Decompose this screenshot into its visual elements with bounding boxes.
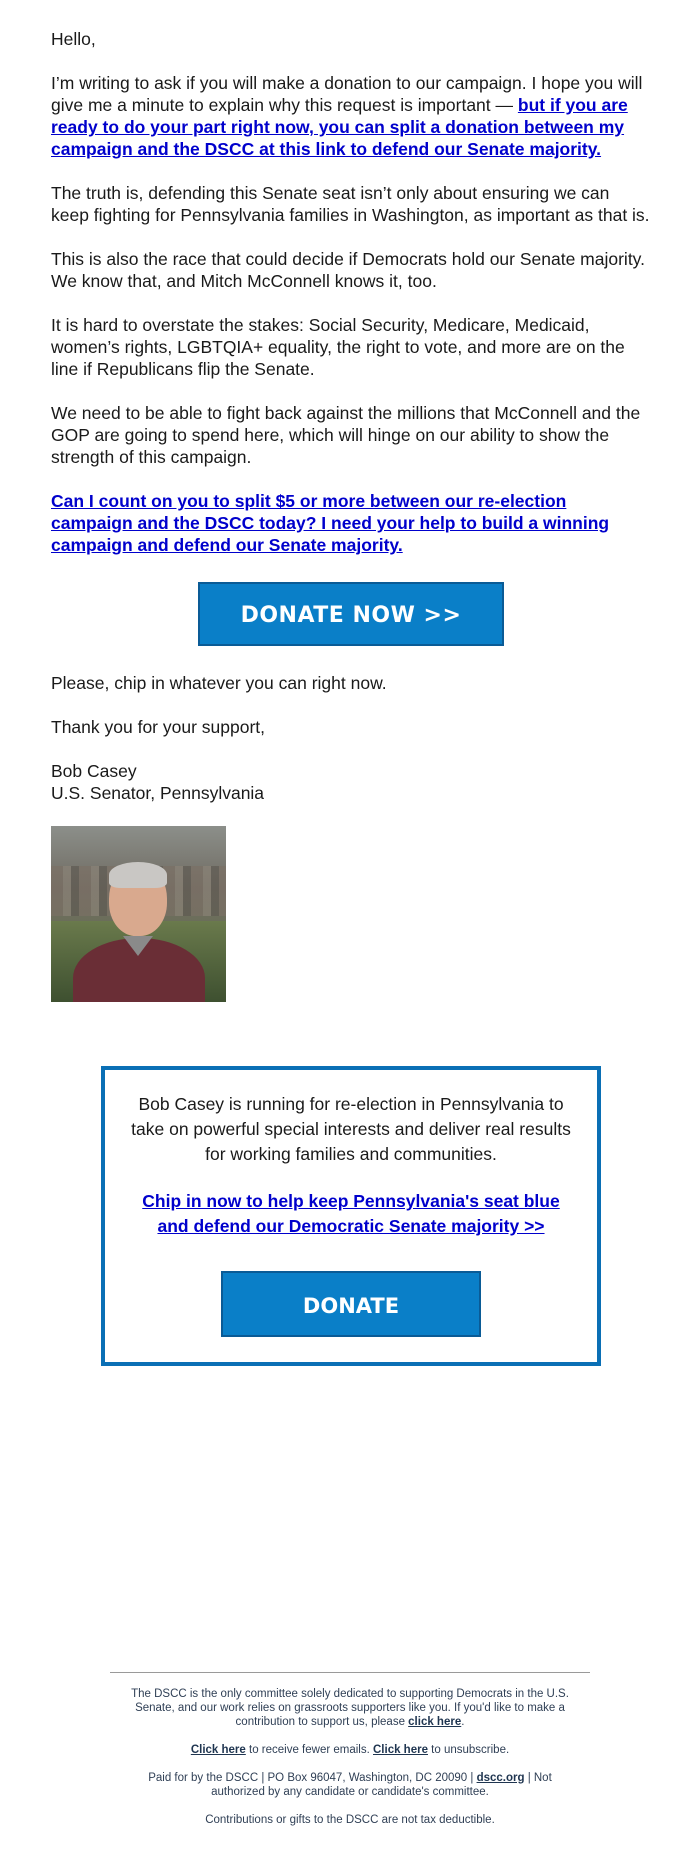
- intro-paragraph: [51, 72, 651, 160]
- cta-paragraph: [51, 490, 651, 556]
- signature-title: U.S. Senator, Pennsylvania: [51, 783, 265, 803]
- paragraph-thanks: Thank you for your support,: [51, 717, 265, 737]
- unsubscribe-text: to unsubscribe.: [427, 1744, 510, 1756]
- donate-now-button[interactable]: DONATE NOW >>: [198, 582, 504, 646]
- signature-name: Bob Casey: [51, 761, 137, 781]
- senator-photo: [51, 826, 226, 1002]
- paragraph-stakes: It is hard to overstate the stakes: Social Security, Medicare, Medicaid, women’s rights, LGBTQIA+ equality, the right to vote, and more are on the line if Republicans flip the Senate.: [51, 315, 625, 379]
- split-donation-link[interactable]: but if you are ready to do your part right now, you can split a donation between my campaign and the DSCC at this link to defend our Senate majority.: [51, 95, 628, 159]
- footer-about-end: .: [461, 1716, 465, 1728]
- unsubscribe-link[interactable]: Click here: [373, 1744, 428, 1756]
- paid-for-text: Paid for by the DSCC | PO Box 96047, Washington, DC 20090 |: [148, 1772, 477, 1784]
- donate-button[interactable]: DONATE: [221, 1271, 481, 1337]
- callout-text: Bob Casey is running for re-election in Pennsylvania to take on powerful special interests and deliver real results for working families and communities.: [131, 1094, 571, 1164]
- dscc-link[interactable]: dscc.org: [476, 1772, 525, 1784]
- donate-callout-box: [101, 1066, 601, 1366]
- footer-email-prefs: [120, 1743, 580, 1757]
- fewer-emails-text: to receive fewer emails.: [245, 1744, 373, 1756]
- email-body: [51, 28, 651, 1002]
- paragraph-fight-back: We need to be able to fight back against the millions that McConnell and the GOP are going to spend here, which will hinge on our ability to show the strength of this campaign.: [51, 403, 641, 467]
- callout-paragraph: [131, 1189, 571, 1239]
- chip-in-now-link[interactable]: Chip in now to help keep Pennsylvania's seat blue and defend our Democratic Senate majority >>: [142, 1191, 560, 1236]
- paragraph-race: This is also the race that could decide if Democrats hold our Senate majority. We know that, and Mitch McConnell knows it, too.: [51, 249, 645, 291]
- paragraph-truth: The truth is, defending this Senate seat isn’t only about ensuring we can keep fighting for Pennsylvania families in Washington, as important as that is.: [51, 183, 650, 225]
- fewer-emails-link[interactable]: Click here: [190, 1744, 246, 1756]
- paid-for-end: | Not authorized by any candidate or candidate's committee.: [211, 1772, 552, 1798]
- footer-about-text: The DSCC is the only committee solely dedicated to supporting Democrats in the U.S. Senate, and our work relies on grassroots supporters like you. If you'd like to make a contribution to support us, please: [131, 1688, 569, 1728]
- paragraph-chip-in: Please, chip in whatever you can right now.: [51, 673, 387, 693]
- footer: [110, 1672, 590, 1827]
- footer-paid-for: [120, 1771, 580, 1799]
- contribute-link[interactable]: click here: [408, 1716, 462, 1728]
- greeting: Hello,: [51, 29, 96, 49]
- donate-now-wrap: [51, 582, 651, 646]
- footer-tax: Contributions or gifts to the DSCC are not tax deductible.: [205, 1814, 495, 1826]
- count-on-you-link[interactable]: Can I count on you to split $5 or more between our re-election campaign and the DSCC today? I need your help to build a winning campaign and defend our Senate majority.: [51, 491, 610, 555]
- footer-about: [120, 1687, 580, 1729]
- intro-text: I’m writing to ask if you will make a donation to our campaign. I hope you will give me a minute to explain why this request is important —: [51, 73, 643, 115]
